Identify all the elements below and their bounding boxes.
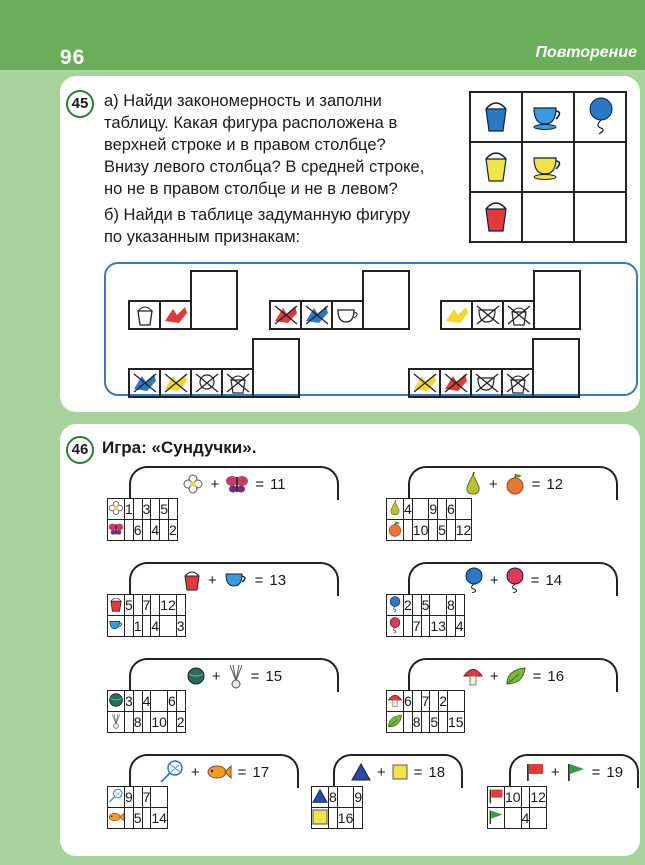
chest-cell[interactable] xyxy=(430,691,439,712)
chest-cell[interactable] xyxy=(455,595,464,616)
mushroom-icon xyxy=(462,665,484,687)
clue-cell xyxy=(408,368,441,398)
chest-cell[interactable] xyxy=(133,499,142,520)
clue-cell xyxy=(331,300,364,330)
chest-cell[interactable] xyxy=(521,787,530,808)
chest-cell[interactable]: 9 xyxy=(125,787,134,808)
clue-cell xyxy=(269,300,302,330)
crossed-red-icon xyxy=(272,303,300,327)
crossed-bucket-icon xyxy=(505,303,533,327)
chest-cell[interactable]: 5 xyxy=(421,595,430,616)
chest-cell[interactable] xyxy=(337,787,354,808)
chest-cell[interactable]: 16 xyxy=(337,808,354,829)
green-flag-icon xyxy=(488,808,505,829)
clue-cell xyxy=(501,368,534,398)
chest-cell[interactable] xyxy=(151,691,168,712)
chest-cell[interactable] xyxy=(133,787,142,808)
clue-cell xyxy=(221,368,254,398)
section-title: Повторение xyxy=(535,44,637,61)
bucket-icon xyxy=(108,595,125,616)
chest-sum: 12 xyxy=(546,475,564,493)
chest-cell[interactable] xyxy=(446,616,455,637)
square-icon xyxy=(392,764,408,780)
cup-icon xyxy=(530,150,566,180)
chest-cell[interactable]: 8 xyxy=(329,787,338,808)
chest-cell[interactable] xyxy=(176,595,185,616)
chest-cell[interactable] xyxy=(151,787,168,808)
green-flag-icon xyxy=(566,762,586,782)
chest-cell[interactable] xyxy=(439,712,448,733)
chest-cell[interactable]: 7 xyxy=(142,595,151,616)
yellow-blot-icon xyxy=(444,305,470,325)
red-blot-icon xyxy=(163,305,189,325)
equals-sign: = xyxy=(413,763,423,781)
blue-balloon-icon xyxy=(464,567,484,593)
grid-cell[interactable] xyxy=(470,92,522,142)
plus-sign: + xyxy=(489,571,499,589)
chest-cell[interactable]: 8 xyxy=(133,712,142,733)
equals-sign: = xyxy=(530,571,540,589)
answer-cell[interactable] xyxy=(533,270,581,330)
chest-cell[interactable]: 4 xyxy=(142,691,151,712)
table-row xyxy=(108,520,178,541)
chest-table xyxy=(386,690,465,733)
plus-sign: + xyxy=(190,763,200,781)
chest-sum: 17 xyxy=(252,763,270,781)
chest-lid xyxy=(129,562,339,596)
chest-lid xyxy=(408,658,618,692)
net-icon xyxy=(159,760,185,784)
chest-cell[interactable]: 13 xyxy=(430,616,447,637)
chest-cell[interactable]: 7 xyxy=(412,616,421,637)
chest-table xyxy=(311,786,363,829)
chest-cell[interactable]: 6 xyxy=(133,520,142,541)
chest-table xyxy=(107,498,178,541)
grid-cell[interactable] xyxy=(574,142,626,192)
chest-cell[interactable]: 2 xyxy=(439,691,448,712)
chest-sum: 15 xyxy=(265,667,283,685)
chest-cell[interactable]: 10 xyxy=(151,712,168,733)
chest-cell[interactable]: 9 xyxy=(354,787,363,808)
answer-cell[interactable] xyxy=(252,338,300,398)
ball-icon xyxy=(108,691,125,712)
chest-cell[interactable] xyxy=(142,616,151,637)
chest-cell[interactable] xyxy=(142,808,151,829)
table-row xyxy=(108,595,186,616)
task-46-number: 46 xyxy=(66,436,94,464)
text-line: но не в правом столбце и не в левом? xyxy=(104,180,398,198)
chest-cell[interactable] xyxy=(429,520,438,541)
chest-cell[interactable] xyxy=(438,499,447,520)
chest-cell[interactable]: 3 xyxy=(142,499,151,520)
chest-cell[interactable]: 5 xyxy=(438,520,447,541)
chest-cell[interactable]: 3 xyxy=(176,616,185,637)
page-header xyxy=(0,0,645,70)
chest-cell[interactable] xyxy=(168,499,177,520)
chest-cell[interactable] xyxy=(133,691,142,712)
chest-cell[interactable]: 12 xyxy=(455,520,472,541)
chest-lid xyxy=(509,754,639,788)
red-flag-icon xyxy=(488,787,505,808)
red-balloon-icon xyxy=(387,616,404,637)
chest-cell[interactable]: 4 xyxy=(404,499,413,520)
equals-sign: = xyxy=(255,475,264,493)
crossed-bucket-icon xyxy=(504,371,532,395)
chest-cell[interactable]: 4 xyxy=(455,616,464,637)
cup-icon xyxy=(108,616,125,637)
chest-table xyxy=(386,594,465,637)
chest-cell[interactable] xyxy=(142,520,151,541)
equals-sign: = xyxy=(254,571,264,589)
apple-icon xyxy=(387,520,404,541)
plus-sign: + xyxy=(489,667,499,685)
chest-cell[interactable]: 8 xyxy=(446,595,455,616)
fish-icon xyxy=(206,763,232,781)
shuttlecock-icon xyxy=(227,663,245,689)
clue-cell xyxy=(471,300,504,330)
chest-cell[interactable] xyxy=(412,691,421,712)
red-balloon-icon xyxy=(505,567,525,593)
grid-cell[interactable] xyxy=(574,92,626,142)
chest-lid xyxy=(333,754,463,788)
crossed-red-icon xyxy=(442,371,470,395)
crossed-blue-icon xyxy=(131,371,159,395)
table-row xyxy=(108,691,186,712)
chest-lid xyxy=(408,466,618,500)
chest-cell[interactable]: 7 xyxy=(421,691,430,712)
chest-cell[interactable] xyxy=(404,712,413,733)
clue-cell xyxy=(440,300,473,330)
chest-cell[interactable] xyxy=(412,499,429,520)
grid-cell[interactable] xyxy=(522,142,574,192)
table-row xyxy=(108,787,168,808)
chest-cell[interactable]: 10 xyxy=(412,520,429,541)
grid-cell[interactable] xyxy=(522,192,574,242)
bucket-icon xyxy=(481,97,511,133)
text-line: по указанным признакам: xyxy=(104,228,301,246)
table-row xyxy=(312,787,363,808)
chest-cell[interactable]: 12 xyxy=(160,595,177,616)
crossed-yellow-icon xyxy=(411,371,439,395)
chest-table xyxy=(107,786,168,829)
chest-lid xyxy=(129,466,339,500)
butterfly-icon xyxy=(225,474,249,494)
chest-cell[interactable]: 4 xyxy=(521,808,530,829)
clue-4 xyxy=(128,338,300,398)
chest-table xyxy=(107,690,186,733)
table-row xyxy=(387,595,465,616)
text-line: а) Найди закономерность и заполни xyxy=(104,92,382,110)
chest-cell[interactable] xyxy=(160,520,169,541)
chest-cell[interactable] xyxy=(505,808,522,829)
chest-cell[interactable]: 15 xyxy=(447,712,464,733)
chest-cell[interactable] xyxy=(133,595,142,616)
chest-lid xyxy=(129,754,299,788)
leaf-icon xyxy=(505,666,527,686)
bucket-icon xyxy=(481,197,511,233)
chest-cell[interactable]: 4 xyxy=(151,616,160,637)
equals-sign: = xyxy=(237,763,247,781)
chest-cell[interactable]: 9 xyxy=(429,499,438,520)
chest-cell[interactable] xyxy=(151,499,160,520)
pear-icon xyxy=(387,499,404,520)
crossed-yellow-icon xyxy=(162,371,190,395)
chest-sum: 14 xyxy=(545,571,563,589)
table-row xyxy=(108,616,186,637)
pattern-grid xyxy=(469,91,627,243)
crossed-balloon-icon xyxy=(193,371,221,395)
bucket-icon xyxy=(182,569,202,591)
chest-cell[interactable] xyxy=(125,712,134,733)
equals-sign: = xyxy=(591,763,601,781)
clue-cell xyxy=(159,300,192,330)
table-row xyxy=(387,499,472,520)
chest-cell[interactable]: 5 xyxy=(133,808,142,829)
answer-cell[interactable] xyxy=(532,338,580,398)
crossed-cup-icon xyxy=(473,371,501,395)
chest-cell[interactable] xyxy=(151,595,160,616)
chest-cell[interactable]: 5 xyxy=(160,499,169,520)
square-icon xyxy=(312,808,329,829)
equals-sign: = xyxy=(532,667,542,685)
chest-cell[interactable] xyxy=(176,691,185,712)
leaf-icon xyxy=(387,712,404,733)
chest-cell[interactable] xyxy=(354,808,363,829)
chest-cell[interactable] xyxy=(125,616,134,637)
chest-table xyxy=(107,594,186,637)
chest-cell[interactable] xyxy=(160,616,177,637)
butterfly-icon xyxy=(108,520,125,541)
clue-cell xyxy=(128,300,161,330)
task-45-text xyxy=(104,90,424,248)
balloon-icon xyxy=(585,95,615,135)
grid-cell[interactable] xyxy=(470,192,522,242)
chest-cell[interactable] xyxy=(446,520,455,541)
text-line: Внизу левого столбца? В средней строке, xyxy=(104,158,425,176)
chest-cell[interactable]: 7 xyxy=(142,787,151,808)
blue-balloon-icon xyxy=(387,595,404,616)
grid-cell[interactable] xyxy=(574,192,626,242)
chest-cell[interactable]: 6 xyxy=(404,691,413,712)
crossed-cup-icon xyxy=(474,303,502,327)
chest-table xyxy=(487,786,547,829)
chest-cell[interactable] xyxy=(430,595,447,616)
table-row xyxy=(312,808,363,829)
bucket-icon xyxy=(481,147,511,183)
chest-cell[interactable]: 6 xyxy=(446,499,455,520)
clue-cell xyxy=(439,368,472,398)
chest-cell[interactable] xyxy=(404,616,413,637)
chest-cell[interactable] xyxy=(142,712,151,733)
chest-cell[interactable]: 1 xyxy=(125,499,134,520)
plus-sign: + xyxy=(207,571,217,589)
page-number: 96 xyxy=(60,46,86,69)
equals-sign: = xyxy=(531,475,541,493)
triangle-icon xyxy=(312,787,329,808)
chest-cell[interactable]: 10 xyxy=(505,787,522,808)
chest-cell[interactable]: 5 xyxy=(125,595,134,616)
ball-icon xyxy=(186,666,206,686)
chest-cell[interactable] xyxy=(421,616,430,637)
bucket-outline-icon xyxy=(135,304,155,326)
table-row xyxy=(108,808,168,829)
text-line: верхней строке и в правом столбце? xyxy=(104,136,386,154)
plus-sign: + xyxy=(488,475,498,493)
crossed-bucket-icon xyxy=(224,371,252,395)
fish-icon xyxy=(108,808,125,829)
chest-cell[interactable]: 6 xyxy=(167,691,176,712)
chest-sum: 13 xyxy=(269,571,287,589)
clue-3 xyxy=(440,270,581,330)
flower-icon xyxy=(108,499,125,520)
chest-cell[interactable]: 5 xyxy=(430,712,439,733)
equals-sign: = xyxy=(250,667,260,685)
clue-cell xyxy=(470,368,503,398)
clue-cell xyxy=(502,300,535,330)
chest-cell[interactable] xyxy=(421,712,430,733)
chest-lid xyxy=(129,658,339,692)
table-row xyxy=(108,499,178,520)
cup-outline-icon xyxy=(335,305,361,325)
chest-sum: 18 xyxy=(428,763,446,781)
table-row xyxy=(488,787,547,808)
answer-cell[interactable] xyxy=(362,270,410,330)
chest-cell[interactable] xyxy=(329,808,338,829)
crossed-blue-icon xyxy=(303,303,331,327)
task-45-number: 45 xyxy=(66,90,94,118)
chest-cell[interactable]: 2 xyxy=(404,595,413,616)
clue-cell xyxy=(300,300,333,330)
chest-cell[interactable] xyxy=(125,520,134,541)
clue-2 xyxy=(269,270,410,330)
chest-cell[interactable] xyxy=(447,691,464,712)
chest-sum: 19 xyxy=(606,763,624,781)
flower-icon xyxy=(182,473,204,495)
mushroom-icon xyxy=(387,691,404,712)
clue-cell xyxy=(190,368,223,398)
chest-cell[interactable]: 8 xyxy=(412,712,421,733)
triangle-icon xyxy=(351,763,371,781)
chest-cell[interactable] xyxy=(530,808,547,829)
chest-cell[interactable]: 14 xyxy=(151,808,168,829)
apple-icon xyxy=(504,473,526,495)
chest-cell[interactable]: 1 xyxy=(133,616,142,637)
table-row xyxy=(108,712,186,733)
table-row xyxy=(387,712,465,733)
chest-cell[interactable]: 4 xyxy=(151,520,160,541)
chest-cell[interactable] xyxy=(167,712,176,733)
table-row xyxy=(387,691,465,712)
plus-sign: + xyxy=(211,667,221,685)
table-row xyxy=(387,616,465,637)
net-icon xyxy=(108,787,125,808)
clue-5 xyxy=(408,338,580,398)
answer-cell[interactable] xyxy=(190,270,238,330)
clue-cell xyxy=(159,368,192,398)
clue-cell xyxy=(128,368,161,398)
plus-sign: + xyxy=(376,763,386,781)
chest-table xyxy=(386,498,472,541)
chest-cell[interactable]: 2 xyxy=(168,520,177,541)
chest-cell[interactable] xyxy=(412,595,421,616)
task-46-title: Игра: «Сундучки». xyxy=(102,438,257,457)
cup-icon xyxy=(223,571,249,589)
chest-lid xyxy=(408,562,618,596)
shuttlecock-icon xyxy=(108,712,125,733)
chest-cell[interactable]: 12 xyxy=(530,787,547,808)
cup-icon xyxy=(530,100,566,130)
red-flag-icon xyxy=(525,762,545,782)
clue-1 xyxy=(128,270,238,330)
text-line: таблицу. Какая фигура расположена в xyxy=(104,114,398,132)
chest-cell[interactable]: 2 xyxy=(176,712,185,733)
text-line: б) Найди в таблице задуманную фигуру xyxy=(104,206,411,224)
pear-icon xyxy=(463,472,483,496)
chest-sum: 16 xyxy=(547,667,565,685)
chest-cell[interactable] xyxy=(125,808,134,829)
plus-sign: + xyxy=(210,475,220,493)
chest-cell[interactable] xyxy=(404,520,413,541)
grid-cell[interactable] xyxy=(522,92,574,142)
table-row xyxy=(488,808,547,829)
chest-sum: 11 xyxy=(269,475,286,493)
chest-cell[interactable] xyxy=(455,499,472,520)
grid-cell[interactable] xyxy=(470,142,522,192)
plus-sign: + xyxy=(550,763,560,781)
table-row xyxy=(387,520,472,541)
chest-cell[interactable]: 3 xyxy=(125,691,134,712)
